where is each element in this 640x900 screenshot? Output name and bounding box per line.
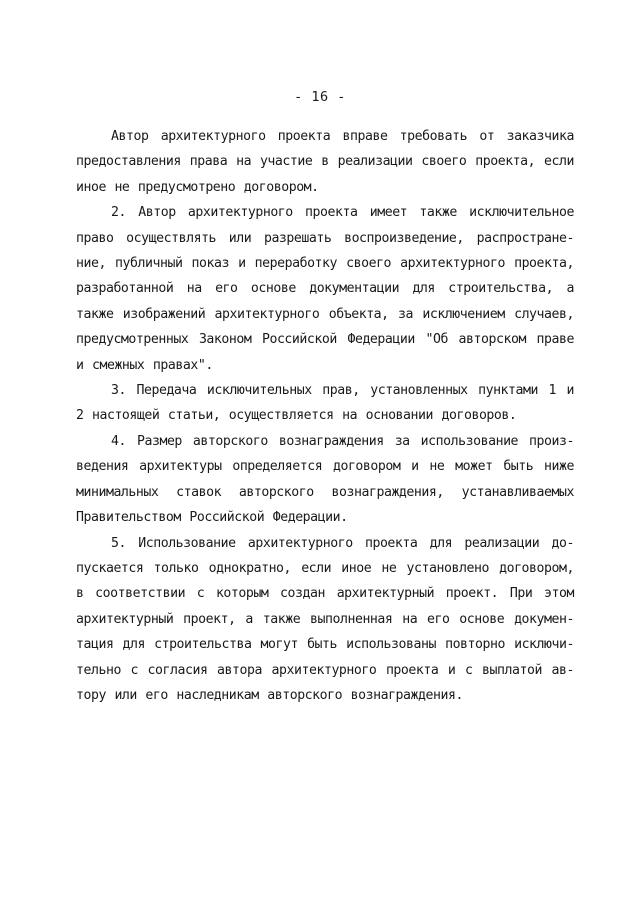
text-line: в соответствии с которым создан архитектурный проект. При этом [76, 586, 574, 602]
text-line: архитектурный проект, а также выполненная на его основе докумен- [76, 611, 574, 627]
text-line: 3. Передача исключительных прав, установленных пунктами 1 и [111, 383, 574, 399]
text-line: тация для строительства могут быть использованы повторно исключи- [76, 637, 574, 653]
article-text [76, 124, 574, 708]
text-line: 2 настоящей статьи, осуществляется на основании договоров. [76, 408, 517, 424]
text-line: и смежных правах". [76, 357, 213, 373]
text-line: пускается только однократно, если иное не установлено договором, [76, 560, 574, 576]
paragraph-2 [76, 200, 574, 378]
page-number: - 16 - [294, 89, 346, 105]
text-line: предусмотренных Законом Российской Федерации "Об авторском праве [76, 332, 574, 348]
text-line: право осуществлять или разрешать воспроизведение, распростране- [76, 230, 574, 246]
text-line: ведения архитектуры определяется договором и не может быть ниже [76, 459, 574, 475]
text-line: разработанной на его основе документации для строительства, а [76, 281, 574, 297]
paragraph-5 [76, 531, 574, 709]
text-line: 5. Использование архитектурного проекта для реализации до- [111, 535, 574, 551]
text-line: тельно с согласия автора архитектурного проекта и с выплатой ав- [76, 662, 574, 678]
text-line: предоставления права на участие в реализации своего проекта, если [76, 154, 574, 170]
paragraph-1 [76, 124, 574, 200]
text-line: минимальных ставок авторского вознаграждения, устанавливаемых [76, 484, 574, 500]
paragraph-3 [76, 378, 574, 429]
text-line: Автор архитектурного проекта вправе требовать от заказчика [111, 129, 574, 144]
text-line: тору или его наследникам авторского вознаграждения. [76, 687, 463, 703]
paragraph-4 [76, 429, 574, 531]
text-line: Правительством Российской Федерации. [76, 510, 348, 526]
text-line: 2. Автор архитектурного проекта имеет также исключительное [111, 205, 574, 221]
text-line: иное не предусмотрено договором. [76, 179, 319, 195]
text-line: ние, публичный показ и переработку своего архитектурного проекта, [76, 256, 574, 272]
text-line: 4. Размер авторского вознаграждения за использование произ- [111, 433, 574, 449]
text-line: также изображений архитектурного объекта, за исключением случаев, [76, 306, 574, 322]
